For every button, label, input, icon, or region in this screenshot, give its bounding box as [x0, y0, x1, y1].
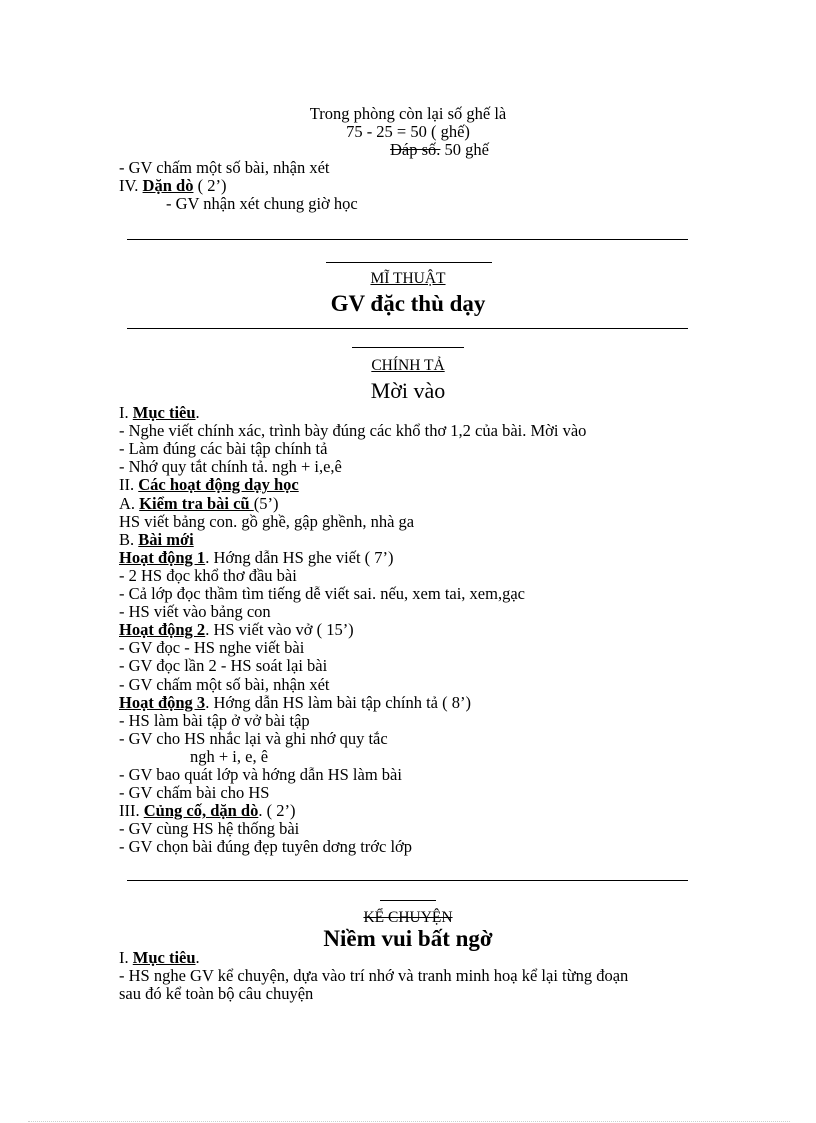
section-heading: I. Mục tiêu.	[119, 948, 200, 967]
divider-short	[352, 347, 464, 348]
lesson-title: Niềm vui bất ngờ	[323, 926, 493, 951]
section-heading: III. Củng cố, dặn dò. ( 2’)	[119, 801, 296, 821]
divider	[127, 328, 688, 329]
text-line: - GV đọc - HS nghe viết bài	[119, 638, 305, 658]
page-bottom-border	[28, 1121, 790, 1122]
divider	[127, 239, 688, 240]
section-heading: A. Kiểm tra bài cũ (5’)	[119, 493, 279, 513]
text-line: - GV đọc lần 2 - HS soát lại bài	[119, 656, 328, 676]
text-line: - GV chấm bài cho HS	[119, 783, 270, 803]
subject-heading: CHÍNH TẢ	[371, 357, 445, 374]
text-line: - HS viết vào bảng con	[119, 602, 271, 622]
answer-line	[390, 141, 489, 159]
text-line: sau đó kể toàn bộ câu chuyện	[119, 984, 314, 1003]
text-line: - HS nghe GV kể chuyện, dựa vào trí nhớ và tranh minh hoạ kể lại từng đoạn	[119, 966, 629, 985]
text-line: - GV nhận xét chung giờ học	[166, 194, 358, 213]
text-line: - GV bao quát lớp và hớng dẫn HS làm bài	[119, 765, 402, 784]
text-line: - Nghe viết chính xác, trình bày đúng các khổ thơ 1,2 của bài. Mời vào	[119, 421, 587, 441]
section-heading: Hoạt động 1. Hớng dẫn HS ghe viết ( 7’)	[119, 547, 394, 567]
divider-short	[380, 900, 436, 901]
text-line: - GV chọn bài đúng đẹp tuyên dơng trớc lớp	[119, 837, 413, 857]
text-line: - GV chấm một số bài, nhận xét	[119, 674, 330, 694]
text-line: HS viết bảng con. gồ ghề, gập ghềnh, nhà ga	[119, 511, 415, 531]
section-heading: Hoạt động 2. HS viết vào vở ( 15’)	[119, 620, 354, 640]
section-heading: B. Bài mới	[119, 529, 194, 549]
text-line: ngh + i, e, ê	[190, 746, 269, 766]
text-line: - HS làm bài tập ở vở bài tập	[119, 710, 310, 730]
text-line: - Cả lớp đọc thầm tìm tiếng dễ viết sai. nếu, xem tai, xem,gạc	[119, 584, 525, 603]
section-heading: II. Các hoạt động dạy học	[119, 475, 299, 495]
section-heading: I. Mục tiêu.	[119, 403, 200, 422]
divider	[127, 880, 688, 881]
text-line: Trong phòng còn lại số ghế là	[309, 104, 507, 123]
text-line: - Nhớ quy tắt chính tả. ngh + i,e,ê	[119, 457, 342, 477]
answer-label: Đáp số.	[390, 140, 441, 159]
text-line: 75 - 25 = 50 ( ghế)	[346, 122, 470, 141]
text-line: - GV chấm một số bài, nhận xét	[119, 158, 330, 177]
section-heading: IV. Dặn dò ( 2’)	[119, 176, 227, 195]
section-heading: Hoạt động 3. Hớng dẫn HS làm bài tập chính tả ( 8’)	[119, 692, 471, 712]
answer-value: 50 ghế	[440, 140, 489, 159]
lesson-title: GV đặc thù dạy	[330, 291, 486, 316]
text-line: - 2 HS đọc khổ thơ đầu bài	[119, 565, 297, 585]
divider-short	[326, 262, 492, 263]
subject-heading: MĨ THUẬT	[370, 270, 446, 287]
text-line: - Làm đúng các bài tập chính tả	[119, 439, 328, 459]
text-line: - GV cho HS nhắc lại và ghi nhớ quy tắc	[119, 728, 388, 748]
lesson-title: Mời vào	[370, 378, 446, 403]
text-line: - GV cùng HS hệ thống bài	[119, 819, 300, 839]
subject-heading: KỂ CHUYỆN	[363, 909, 453, 926]
